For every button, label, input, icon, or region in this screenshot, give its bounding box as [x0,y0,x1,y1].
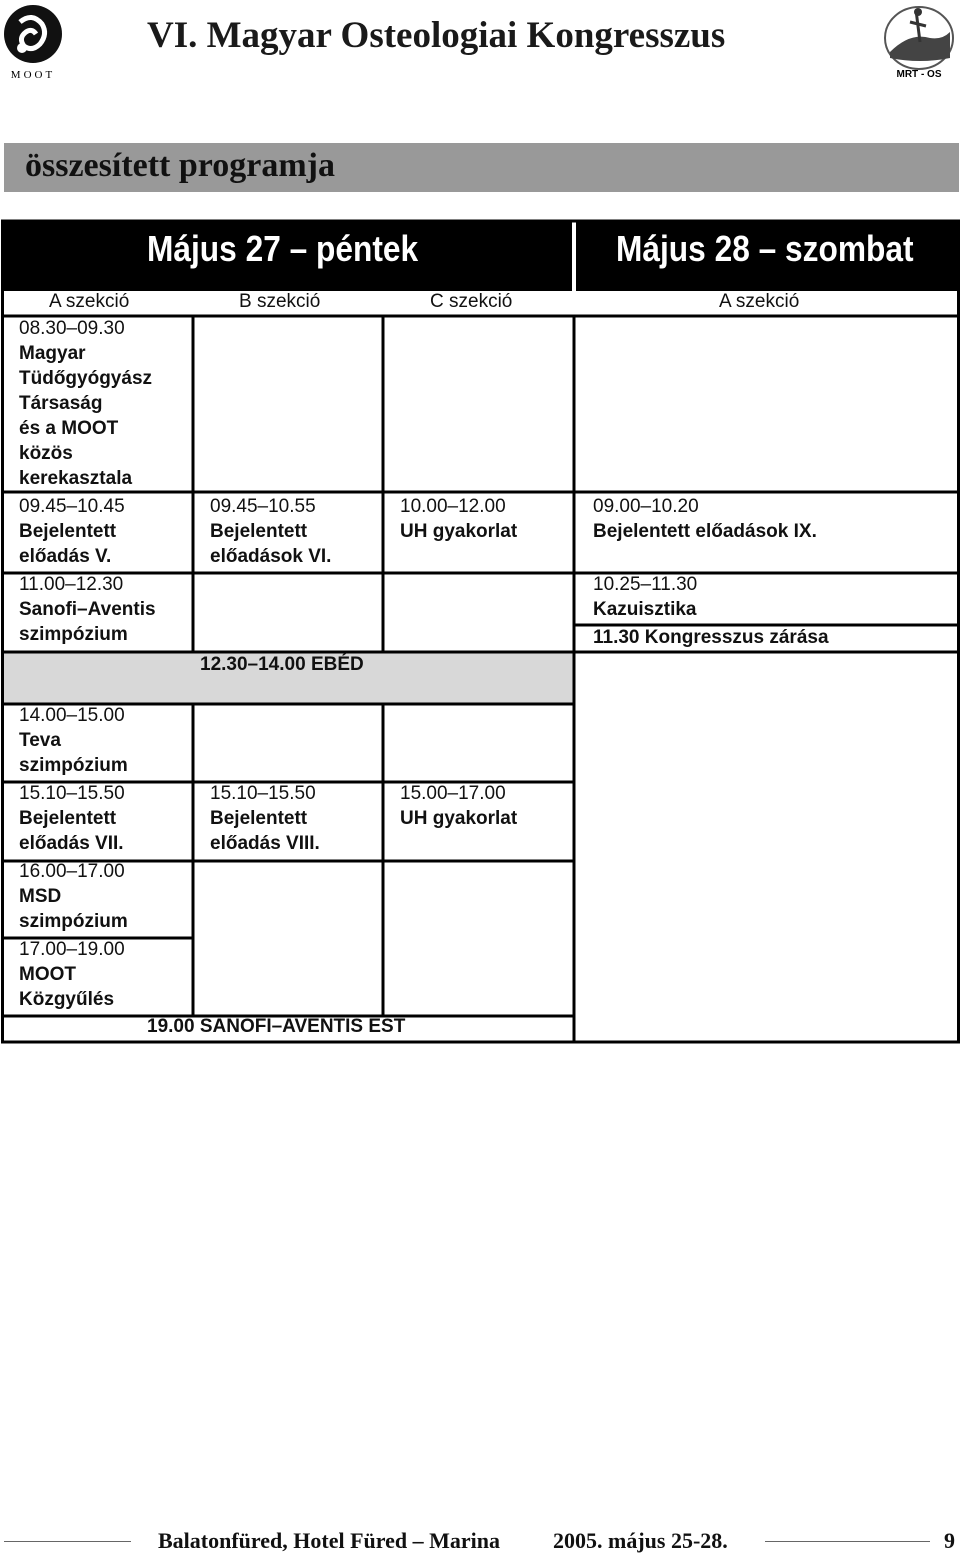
footer-dates: 2005. május 25-28. [553,1528,728,1553]
slot-line: Bejelentett [210,521,308,542]
slot-line: Bejelentett [19,521,117,542]
slot-fri-a-7 [19,937,125,1012]
slot-line: Bejelentett [210,808,308,829]
slot-time: 14.00–15.00 [19,705,125,726]
section-header-sat-a: A szekció [719,291,800,312]
slot-fri-b-2 [210,781,320,856]
svg-text:MOOT: MOOT [10,69,56,81]
slot-time: 11.00–12.30 [19,574,124,595]
section-header-fri-c: C szekció [430,291,513,312]
footer-rule [4,1541,131,1542]
slot-line: előadások VI. [210,546,332,567]
slot-line: Bejelentett [19,808,117,829]
footer-rule [765,1541,930,1542]
slot-line: szimpózium [19,911,128,932]
slot-line: Teva [19,730,61,751]
slot-line: kerekasztala [19,468,133,489]
slot-line: Magyar [19,343,86,364]
slot-time: 10.00–12.00 [400,496,506,517]
slot-time: 15.10–15.50 [19,783,125,804]
slot-line: Társaság [19,393,103,414]
slot-line: szimpózium [19,755,128,776]
slot-line: MOOT [19,964,76,985]
section-header-fri-a: A szekció [49,291,130,312]
slot-line: előadás VIII. [210,833,320,854]
evening-event-label: 19.00 SANOFI–AVENTIS EST [147,1016,406,1037]
day-header-friday: Május 27 – péntek [147,228,419,269]
slot-line: Tüdőgyógyász [19,368,153,389]
lunch-label: 12.30–14.00 EBÉD [200,654,364,675]
slot-line: Közgyűlés [19,989,115,1010]
slot-fri-a-6 [19,859,128,934]
slot-line: UH gyakorlat [400,808,518,829]
page-number: 9 [944,1528,955,1553]
slot-time: 09.00–10.20 [593,496,699,517]
slot-time: 09.45–10.55 [210,496,316,517]
slot-line: közös [19,443,73,464]
slot-line: szimpózium [19,624,128,645]
svg-text:MRT - OS: MRT - OS [896,69,942,80]
slot-line: Kazuisztika [593,599,697,620]
slot-time: 15.00–17.00 [400,783,506,804]
slot-fri-a-5 [19,781,125,856]
footer-venue: Balatonfüred, Hotel Füred – Marina [158,1528,501,1553]
slot-fri-a-1 [19,316,152,491]
slot-time: 08.30–09.30 [19,318,125,339]
slot-fri-a-3 [19,572,156,647]
slot-time: 17.00–19.00 [19,939,125,960]
slot-fri-b-1 [210,494,331,569]
slot-line: Sanofi–Aventis [19,599,156,620]
slot-line: és a MOOT [19,418,119,439]
slot-line: előadás VII. [19,833,124,854]
slot-fri-a-2 [19,494,125,569]
slot-line: UH gyakorlat [400,521,518,542]
slot-sat-a-1 [593,494,817,544]
slot-fri-a-4 [19,703,128,778]
slot-line: Bejelentett előadások IX. [593,521,817,542]
slot-sat-a-closing: 11.30 Kongresszus zárása [593,627,829,648]
slot-line: MSD [19,886,62,907]
banner-title: összesített programja [25,147,336,184]
page-title: VI. Magyar Osteologiai Kongresszus [147,15,726,56]
slot-line: előadás V. [19,546,112,567]
slot-time: 16.00–17.00 [19,861,125,882]
slot-time: 10.25–11.30 [593,574,698,595]
slot-time: 15.10–15.50 [210,783,316,804]
section-header-fri-b: B szekció [239,291,321,312]
day-header-saturday: Május 28 – szombat [616,228,914,269]
slot-sat-a-2 [593,572,697,622]
slot-fri-c-2 [400,781,517,831]
slot-fri-c-1 [400,494,517,544]
slot-time: 09.45–10.45 [19,496,125,517]
